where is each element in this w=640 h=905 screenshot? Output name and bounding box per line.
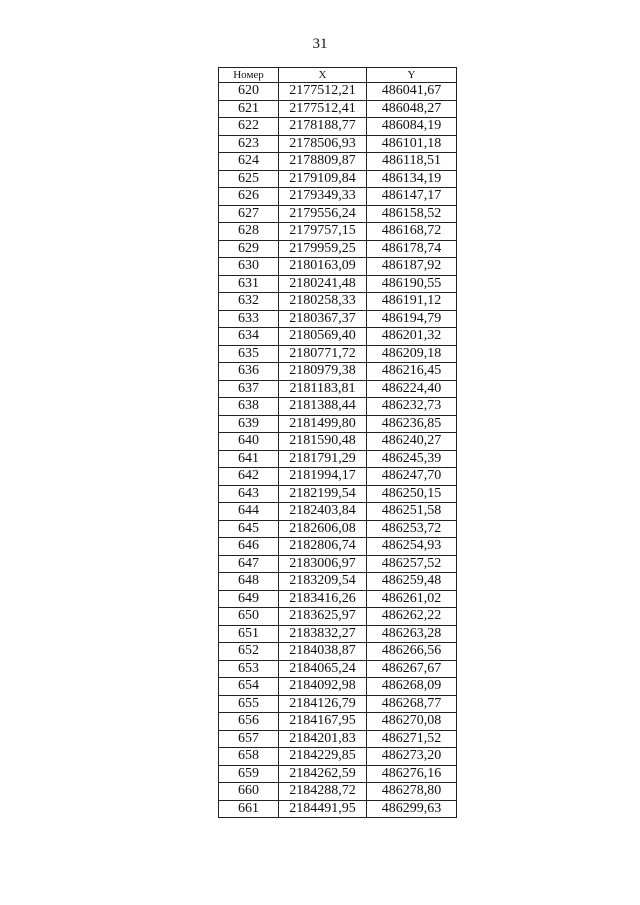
- cell-number: 627: [219, 205, 279, 223]
- cell-x: 2181994,17: [279, 468, 367, 486]
- cell-y: 486266,56: [367, 643, 457, 661]
- cell-y: 486251,58: [367, 503, 457, 521]
- header-y: Y: [367, 68, 457, 83]
- cell-number: 642: [219, 468, 279, 486]
- cell-y: 486118,51: [367, 153, 457, 171]
- cell-y: 486263,28: [367, 625, 457, 643]
- cell-y: 486209,18: [367, 345, 457, 363]
- cell-x: 2180569,40: [279, 328, 367, 346]
- cell-y: 486299,63: [367, 800, 457, 818]
- cell-y: 486278,80: [367, 783, 457, 801]
- cell-number: 632: [219, 293, 279, 311]
- cell-number: 660: [219, 783, 279, 801]
- table-row: [219, 503, 457, 521]
- cell-number: 621: [219, 100, 279, 118]
- cell-number: 634: [219, 328, 279, 346]
- table-row: [219, 765, 457, 783]
- cell-x: 2177512,21: [279, 83, 367, 101]
- table-row: [219, 293, 457, 311]
- cell-number: 633: [219, 310, 279, 328]
- cell-x: 2182199,54: [279, 485, 367, 503]
- cell-x: 2184229,85: [279, 748, 367, 766]
- cell-x: 2184065,24: [279, 660, 367, 678]
- cell-number: 641: [219, 450, 279, 468]
- table-row: [219, 363, 457, 381]
- cell-x: 2181590,48: [279, 433, 367, 451]
- cell-y: 486261,02: [367, 590, 457, 608]
- cell-y: 486232,73: [367, 398, 457, 416]
- cell-y: 486254,93: [367, 538, 457, 556]
- cell-y: 486273,20: [367, 748, 457, 766]
- table-row: [219, 783, 457, 801]
- table-row: [219, 608, 457, 626]
- table-row: [219, 625, 457, 643]
- table-row: [219, 678, 457, 696]
- table-row: [219, 713, 457, 731]
- cell-y: 486101,18: [367, 135, 457, 153]
- cell-number: 620: [219, 83, 279, 101]
- cell-y: 486270,08: [367, 713, 457, 731]
- cell-y: 486191,12: [367, 293, 457, 311]
- cell-y: 486048,27: [367, 100, 457, 118]
- cell-number: 639: [219, 415, 279, 433]
- cell-x: 2178506,93: [279, 135, 367, 153]
- cell-y: 486084,19: [367, 118, 457, 136]
- table-row: [219, 170, 457, 188]
- cell-x: 2184491,95: [279, 800, 367, 818]
- cell-y: 486041,67: [367, 83, 457, 101]
- table-row: [219, 415, 457, 433]
- cell-number: 644: [219, 503, 279, 521]
- table-row: [219, 468, 457, 486]
- cell-x: 2177512,41: [279, 100, 367, 118]
- cell-number: 652: [219, 643, 279, 661]
- cell-y: 486134,19: [367, 170, 457, 188]
- cell-number: 622: [219, 118, 279, 136]
- cell-y: 486178,74: [367, 240, 457, 258]
- cell-x: 2182403,84: [279, 503, 367, 521]
- cell-number: 650: [219, 608, 279, 626]
- table-row: [219, 730, 457, 748]
- cell-x: 2181183,81: [279, 380, 367, 398]
- cell-x: 2180163,09: [279, 258, 367, 276]
- cell-y: 486168,72: [367, 223, 457, 241]
- table-body: [219, 83, 457, 818]
- table-row: [219, 485, 457, 503]
- table-row: [219, 538, 457, 556]
- cell-x: 2182806,74: [279, 538, 367, 556]
- cell-y: 486268,09: [367, 678, 457, 696]
- cell-number: 624: [219, 153, 279, 171]
- cell-y: 486253,72: [367, 520, 457, 538]
- cell-x: 2184092,98: [279, 678, 367, 696]
- cell-y: 486268,77: [367, 695, 457, 713]
- header-number: Номер: [219, 68, 279, 83]
- table-row: [219, 275, 457, 293]
- table-row: [219, 188, 457, 206]
- cell-y: 486259,48: [367, 573, 457, 591]
- cell-y: 486267,67: [367, 660, 457, 678]
- cell-y: 486257,52: [367, 555, 457, 573]
- cell-y: 486240,27: [367, 433, 457, 451]
- cell-y: 486216,45: [367, 363, 457, 381]
- cell-y: 486224,40: [367, 380, 457, 398]
- cell-number: 648: [219, 573, 279, 591]
- cell-number: 649: [219, 590, 279, 608]
- cell-y: 486194,79: [367, 310, 457, 328]
- cell-x: 2180258,33: [279, 293, 367, 311]
- cell-number: 657: [219, 730, 279, 748]
- cell-number: 645: [219, 520, 279, 538]
- table-row: [219, 310, 457, 328]
- cell-x: 2182606,08: [279, 520, 367, 538]
- table-row: [219, 345, 457, 363]
- cell-number: 659: [219, 765, 279, 783]
- cell-y: 486201,32: [367, 328, 457, 346]
- cell-x: 2180771,72: [279, 345, 367, 363]
- cell-x: 2178809,87: [279, 153, 367, 171]
- cell-y: 486190,55: [367, 275, 457, 293]
- cell-number: 625: [219, 170, 279, 188]
- cell-x: 2184126,79: [279, 695, 367, 713]
- header-x: X: [279, 68, 367, 83]
- table-row: [219, 205, 457, 223]
- cell-x: 2183832,27: [279, 625, 367, 643]
- table-row: [219, 153, 457, 171]
- cell-y: 486271,52: [367, 730, 457, 748]
- table-row: [219, 590, 457, 608]
- cell-x: 2179349,33: [279, 188, 367, 206]
- cell-number: 655: [219, 695, 279, 713]
- cell-number: 628: [219, 223, 279, 241]
- table-row: [219, 118, 457, 136]
- cell-x: 2184262,59: [279, 765, 367, 783]
- cell-number: 630: [219, 258, 279, 276]
- table-row: [219, 573, 457, 591]
- table-row: [219, 660, 457, 678]
- cell-x: 2183006,97: [279, 555, 367, 573]
- table-row: [219, 520, 457, 538]
- cell-y: 486158,52: [367, 205, 457, 223]
- cell-number: 646: [219, 538, 279, 556]
- cell-number: 656: [219, 713, 279, 731]
- cell-number: 638: [219, 398, 279, 416]
- cell-x: 2184201,83: [279, 730, 367, 748]
- cell-y: 486147,17: [367, 188, 457, 206]
- cell-x: 2180241,48: [279, 275, 367, 293]
- cell-number: 636: [219, 363, 279, 381]
- cell-y: 486245,39: [367, 450, 457, 468]
- cell-y: 486187,92: [367, 258, 457, 276]
- cell-number: 629: [219, 240, 279, 258]
- cell-x: 2180979,38: [279, 363, 367, 381]
- table-row: [219, 748, 457, 766]
- cell-number: 651: [219, 625, 279, 643]
- cell-x: 2183625,97: [279, 608, 367, 626]
- cell-y: 486276,16: [367, 765, 457, 783]
- cell-x: 2179959,25: [279, 240, 367, 258]
- cell-number: 658: [219, 748, 279, 766]
- cell-x: 2178188,77: [279, 118, 367, 136]
- table-row: [219, 258, 457, 276]
- table-row: [219, 433, 457, 451]
- table-row: [219, 135, 457, 153]
- cell-number: 626: [219, 188, 279, 206]
- table-header-row: [219, 68, 457, 83]
- cell-x: 2181388,44: [279, 398, 367, 416]
- table-row: [219, 100, 457, 118]
- cell-x: 2183416,26: [279, 590, 367, 608]
- table-row: [219, 380, 457, 398]
- coordinates-table: [218, 67, 457, 818]
- cell-number: 647: [219, 555, 279, 573]
- cell-x: 2181499,80: [279, 415, 367, 433]
- table-row: [219, 695, 457, 713]
- cell-number: 637: [219, 380, 279, 398]
- table-row: [219, 643, 457, 661]
- cell-number: 635: [219, 345, 279, 363]
- cell-number: 661: [219, 800, 279, 818]
- cell-number: 653: [219, 660, 279, 678]
- cell-number: 654: [219, 678, 279, 696]
- cell-number: 631: [219, 275, 279, 293]
- cell-number: 640: [219, 433, 279, 451]
- cell-x: 2181791,29: [279, 450, 367, 468]
- table-row: [219, 223, 457, 241]
- table-row: [219, 328, 457, 346]
- page-number: 31: [312, 36, 328, 52]
- table-row: [219, 398, 457, 416]
- table-row: [219, 240, 457, 258]
- cell-x: 2184038,87: [279, 643, 367, 661]
- cell-x: 2179109,84: [279, 170, 367, 188]
- table-row: [219, 83, 457, 101]
- cell-x: 2179757,15: [279, 223, 367, 241]
- cell-x: 2180367,37: [279, 310, 367, 328]
- cell-y: 486247,70: [367, 468, 457, 486]
- cell-y: 486250,15: [367, 485, 457, 503]
- cell-number: 643: [219, 485, 279, 503]
- cell-x: 2184288,72: [279, 783, 367, 801]
- table-row: [219, 800, 457, 818]
- cell-x: 2184167,95: [279, 713, 367, 731]
- cell-x: 2183209,54: [279, 573, 367, 591]
- cell-x: 2179556,24: [279, 205, 367, 223]
- cell-y: 486236,85: [367, 415, 457, 433]
- table-row: [219, 450, 457, 468]
- cell-y: 486262,22: [367, 608, 457, 626]
- table-row: [219, 555, 457, 573]
- cell-number: 623: [219, 135, 279, 153]
